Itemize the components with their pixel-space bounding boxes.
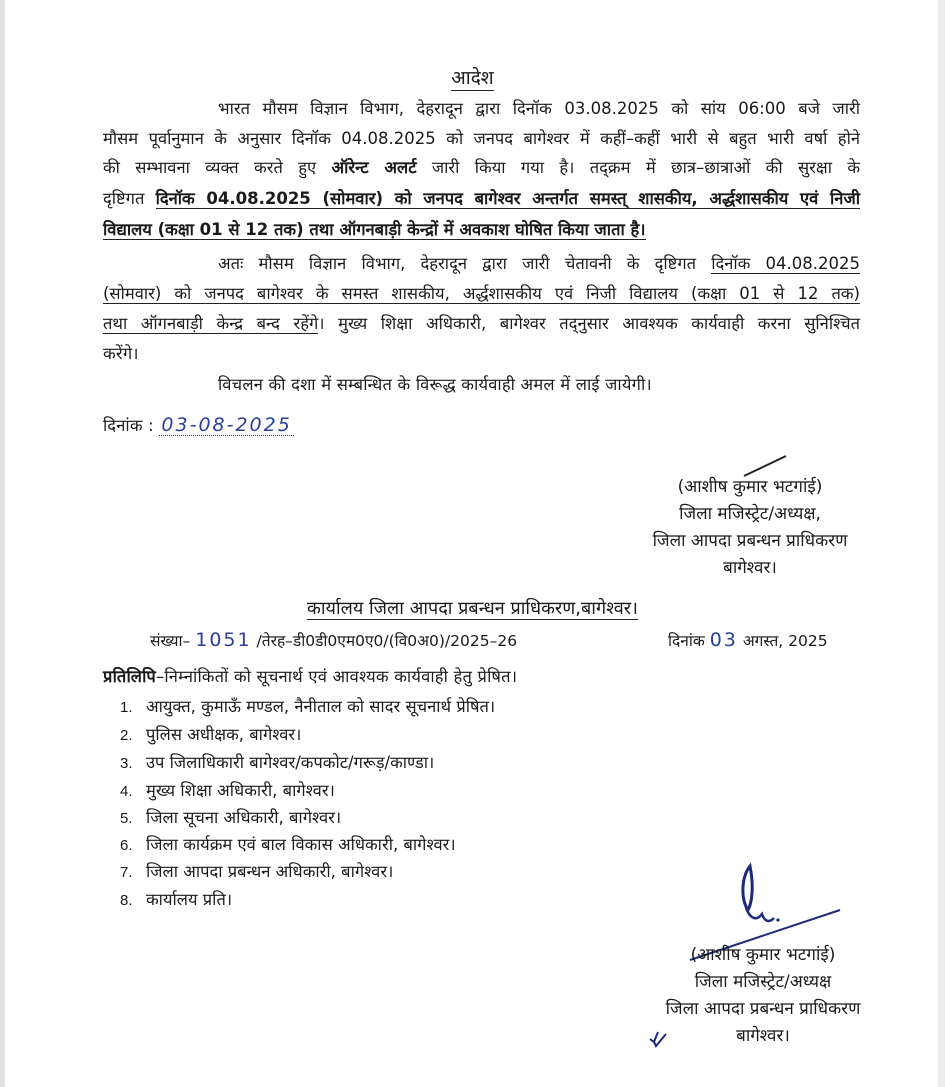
copy-list-item: [120, 832, 456, 855]
signatory-authority: जिला आपदा प्रबन्धन प्राधिकरण: [652, 531, 848, 551]
list-text: उप जिलाधिकारी बागेश्वर/कपकोट/गरूड़/काण्डा।: [146, 753, 435, 772]
list-text: जिला आपदा प्रबन्धन अधिकारी, बागेश्वर।: [146, 862, 394, 881]
list-text: जिला कार्यक्रम एवं बाल विकास अधिकारी, बागेश्वर।: [146, 835, 456, 854]
office-heading-text: कार्यालय जिला आपदा प्रबन्धन प्राधिकरण,बागेश्वर।: [307, 598, 638, 619]
copy-list-item: [120, 750, 434, 773]
reference-date-label: दिनांक: [668, 632, 705, 650]
para2-line1-a: अतः मौसम विज्ञान विभाग, देहरादून द्वारा जारी चेतावनी के दृष्टिगत: [218, 254, 712, 273]
para2-line2: [103, 281, 860, 304]
list-number: 3.: [120, 755, 133, 772]
copy-list-item: [120, 805, 341, 828]
reference-date: [668, 629, 828, 651]
signatory-place: बागेश्वर।: [723, 558, 777, 578]
reference-label: संख्या–: [150, 632, 191, 650]
para1-line4-a: दृष्टिगत: [103, 189, 156, 208]
para1-line5: [103, 217, 646, 240]
signature-block-1: [620, 474, 880, 582]
signatory-name: (आशीष कुमार भटगांई): [690, 945, 836, 965]
reference-code: /तेरह–डी0डी0एम0ए0/(वि0अ0)/2025–26: [256, 632, 518, 650]
list-number: 5.: [120, 810, 133, 827]
list-text: जिला सूचना अधिकारी, बागेश्वर।: [146, 808, 342, 827]
reference-date-day-handwritten: 03: [709, 629, 738, 651]
signatory-designation: जिला मजिस्ट्रेट/अध्यक्ष,: [679, 504, 821, 524]
page-edge-right: [938, 0, 945, 1087]
para1-line4: [103, 186, 860, 209]
copy-list-item: [120, 694, 495, 717]
date-handwritten-field: [159, 416, 293, 436]
signatory-authority: जिला आपदा प्रबन्धन प्राधिकरण: [665, 999, 861, 1019]
para2-line3-underlined: तथा ऑगनबाड़ी केन्द्र बन्द रहेंगे: [103, 314, 319, 333]
reference-number: [150, 629, 517, 651]
page-edge-left: [0, 0, 5, 1087]
list-number: 7.: [120, 864, 133, 881]
list-number: 1.: [120, 699, 133, 716]
para2-line2-underlined: (सोमवार) को जनपद बागेश्वर के समस्त शासकीय, अर्द्धशासकीय एवं निजी विद्यालय (कक्षा 01 से 12 तक): [103, 284, 860, 303]
para2-line3: [103, 311, 860, 334]
signatory-place: बागेश्वर।: [736, 1026, 790, 1046]
copy-list-item: [120, 778, 335, 801]
signature-block-2: [638, 942, 888, 1050]
para2-line4: करेंगे।: [103, 344, 139, 363]
copy-list-item: [120, 887, 232, 910]
para1-line2: मौसम पूर्वानुमान के अनुसार दिनॉक 04.08.2025 को जनपद बागेश्वर में कहीं–कहीं भारी से बहुत भारी वर्षा होने: [103, 129, 860, 148]
para2-line3-b: । मुख्य शिक्षा अधिकारी, बागेश्वर तद्नुसार आवश्यक कार्यवाही करना सुनिश्चित: [318, 314, 860, 333]
list-text: पुलिस अधीक्षक, बागेश्वर।: [146, 725, 302, 744]
para3: विचलन की दशा में सम्बन्धित के विरूद्ध कार्यवाही अमल में लाई जायेगी।: [218, 375, 652, 394]
order-title-text: आदेश: [451, 67, 494, 89]
reference-number-handwritten: 1051: [195, 629, 252, 651]
para1-line3-a: की सम्भावना व्यक्त करते हुए: [103, 158, 332, 177]
signatory-designation: जिला मजिस्ट्रेट/अध्यक्ष: [694, 972, 832, 992]
order-title: [0, 64, 945, 90]
orange-alert-text: ऑरेन्ट अलर्ट: [331, 158, 417, 177]
copy-list-item: [120, 722, 301, 745]
order-date: [103, 413, 294, 436]
list-number: 2.: [120, 727, 133, 744]
para1-line1: भारत मौसम विज्ञान विभाग, देहरादून द्वारा दिनॉक 03.08.2025 को सांय 06:00 बजे जारी: [218, 99, 860, 118]
para1-line3: [103, 155, 860, 178]
holiday-declaration-part1: दिनॉक 04.08.2025 (सोमवार) को जनपद बागेश्वर अन्तर्गत समस्त् शासकीय, अर्द्धशासकीय एवं निजी: [155, 189, 860, 208]
list-number: 8.: [120, 892, 133, 909]
list-text: आयुक्त, कुमाऊँ मण्डल, नैनीताल को सादर सूचनार्थ प्रेषित।: [146, 697, 496, 716]
copy-list-item: [120, 859, 393, 882]
reference-date-rest: अगस्त, 2025: [742, 632, 828, 650]
date-label: दिनांक :: [103, 416, 154, 435]
para2-date-underlined: दिनॉक 04.08.2025: [711, 254, 860, 273]
list-text: कार्यालय प्रति।: [146, 890, 233, 909]
list-number: 4.: [120, 783, 133, 800]
holiday-declaration-part2: विद्यालय (कक्षा 01 से 12 तक) तथा ऑगनबाड़ी केन्द्रों में अवकाश घोषित किया जाता है।: [103, 220, 646, 239]
copy-to-heading: [103, 664, 517, 687]
para1-line3-b: जारी किया गया है। तद्क्रम में छात्र–छात्राओं की सुरक्षा के: [416, 158, 860, 177]
list-text: मुख्य शिक्षा अधिकारी, बागेश्वर।: [146, 781, 335, 800]
list-number: 6.: [120, 837, 133, 854]
signatory-name: (आशीष कुमार भटगांई): [677, 477, 823, 497]
office-heading: [0, 596, 945, 620]
para2-line1: [103, 251, 860, 274]
copy-to-text: –निम्नांकितों को सूचनार्थ एवं आवश्यक कार्यवाही हेतु प्रेषित।: [155, 667, 518, 686]
copy-to-label: प्रतिलिपि: [103, 667, 156, 686]
date-handwritten: 03-08-2025: [161, 414, 292, 436]
